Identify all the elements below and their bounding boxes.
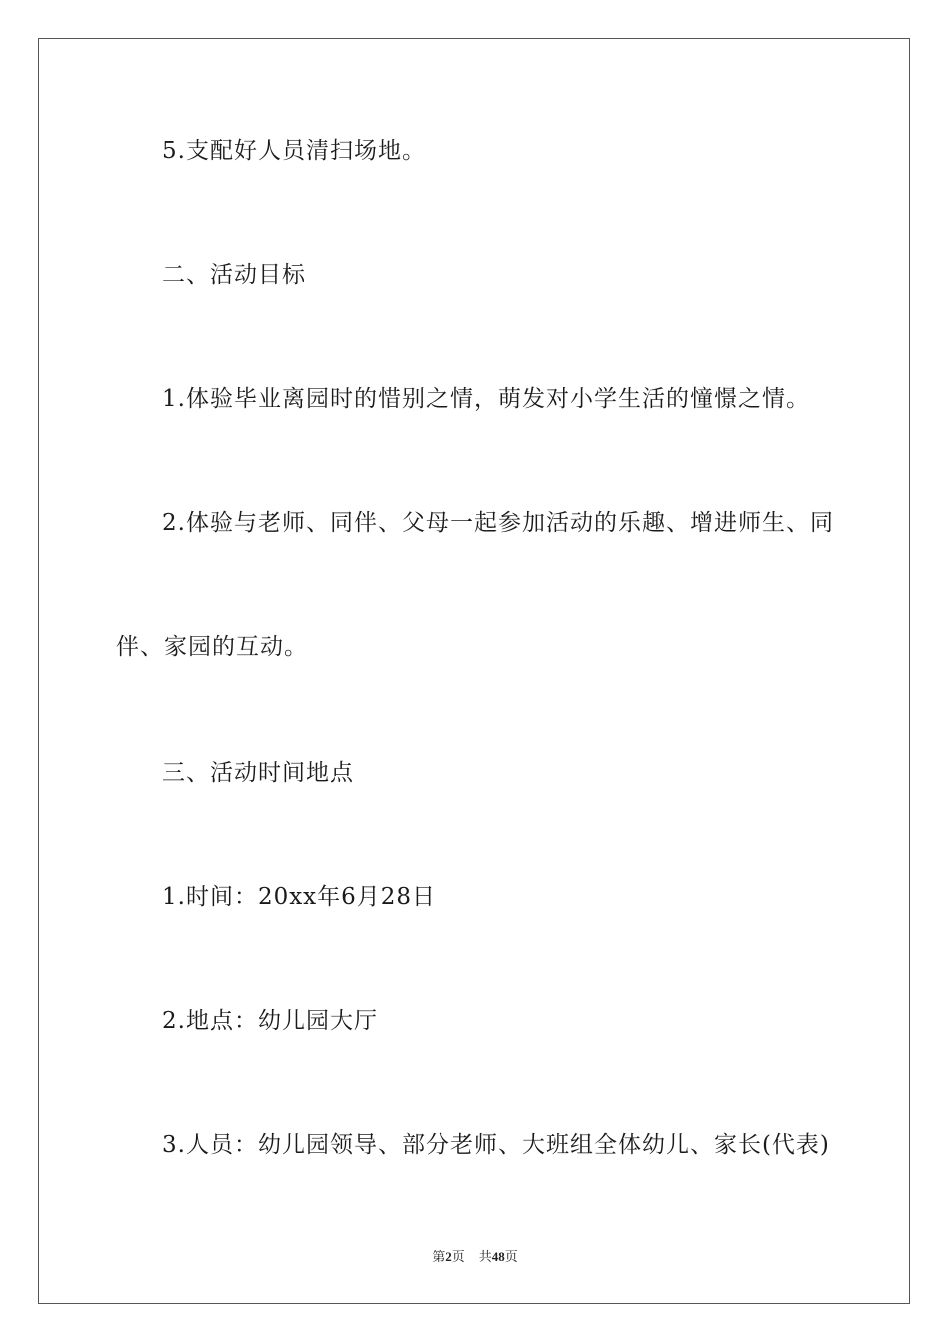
footer-page-suffix: 页 (451, 1249, 465, 1264)
page-footer (0, 1248, 950, 1266)
paragraph-goal-2-continued: 伴、家园的互动。 (116, 634, 308, 660)
footer-page-number: 2 (445, 1249, 452, 1264)
paragraph-location: 2.地点：幼儿园大厅 (162, 1008, 378, 1034)
page-border (38, 38, 910, 1304)
heading-time-place: 三、活动时间地点 (162, 760, 354, 786)
paragraph-goal-1: 1.体验毕业离园时的惜别之情，萌发对小学生活的憧憬之情。 (162, 386, 810, 412)
paragraph-cleanup: 5.支配好人员清扫场地。 (162, 138, 426, 164)
footer-total-prefix: 共 (478, 1249, 492, 1264)
paragraph-time: 1.时间：20xx年6月28日 (162, 884, 437, 910)
footer-total-pages: 48 (491, 1249, 505, 1264)
footer-total-suffix: 页 (504, 1249, 518, 1264)
footer-page-prefix: 第 (432, 1249, 446, 1264)
heading-activity-goals: 二、活动目标 (162, 262, 306, 288)
paragraph-participants: 3.人员：幼儿园领导、部分老师、大班组全体幼儿、家长(代表) (162, 1132, 830, 1158)
paragraph-goal-2: 2.体验与老师、同伴、父母一起参加活动的乐趣、增进师生、同 (162, 510, 834, 536)
